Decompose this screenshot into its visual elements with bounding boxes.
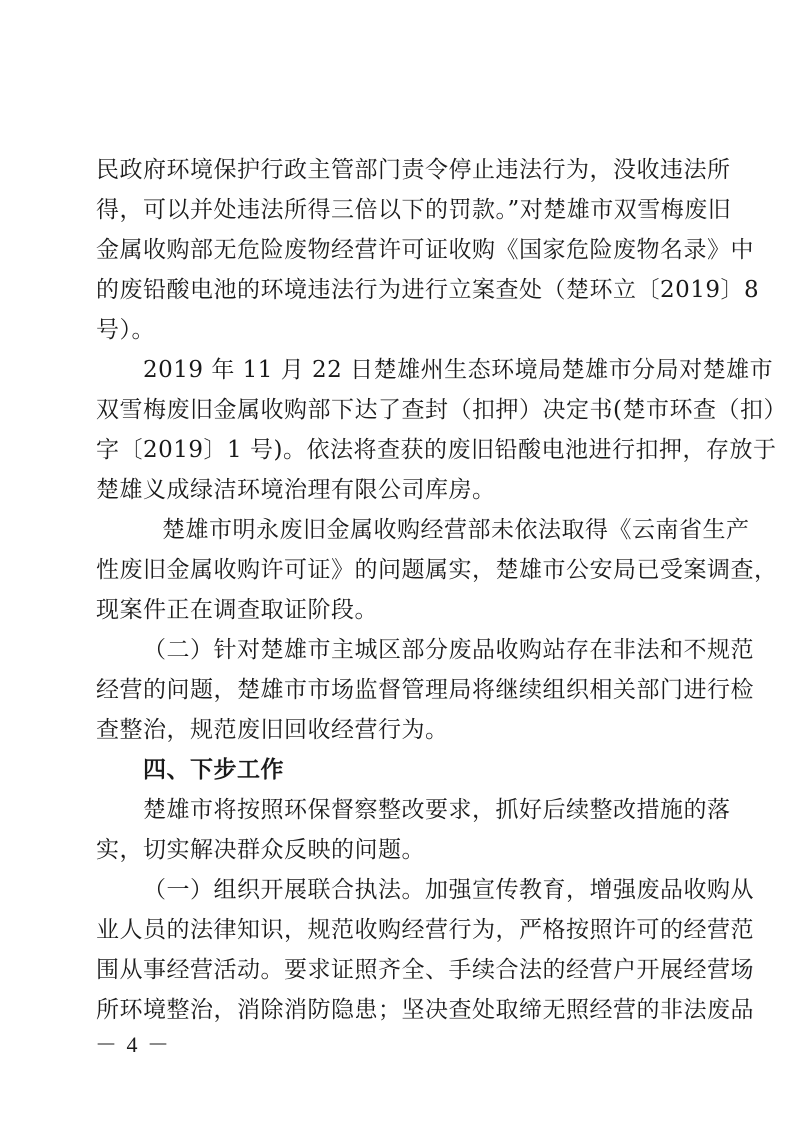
text-line: 双雪梅废旧金属收购部下达了查封（扣押）决定书(楚市环查（扣） [96,397,787,423]
text-line: 楚雄市将按照环保督察整改要求，抓好后续整改措施的落 [143,797,731,823]
text-line: 查整治，规范废旧回收经营行为。 [96,717,449,743]
text-line: 的废铅酸电池的环境违法行为进行立案查处（楚环立〔2019〕8 [96,277,760,303]
text-line: （二）针对楚雄市主城区部分废品收购站存在非法和不规范 [143,637,754,663]
text-line: 楚雄义成绿洁环境治理有限公司库房。 [96,477,496,503]
text-line: 经营的问题，楚雄市市场监督管理局将继续组织相关部门进行检 [96,677,754,703]
text-line: 2019 年 11 月 22 日楚雄州生态环境局楚雄市分局对楚雄市 [143,357,774,383]
text-line: 号）。 [96,317,155,343]
text-line: 性废旧金属收购许可证》的问题属实，楚雄市公安局已受案调查， [96,557,778,583]
section-heading: 四、下步工作 [143,757,284,783]
text-line: 围从事经营活动。要求证照齐全、手续合法的经营户开展经营场 [96,957,754,983]
text-line: 字〔2019〕1 号)。依法将查获的废旧铅酸电池进行扣押，存放于 [96,437,777,463]
text-line: 实，切实解决群众反映的问题。 [96,837,425,863]
text-line: 民政府环境保护行政主管部门责令停止违法行为，没收违法所 [96,157,731,183]
text-line: 得，可以并处违法所得三倍以下的罚款。”对楚雄市双雪梅废旧 [96,197,732,223]
text-line: 楚雄市明永废旧金属收购经营部未依法取得《云南省生产 [162,517,750,543]
text-line: 业人员的法律知识，规范收购经营行为，严格按照许可的经营范 [96,917,754,943]
text-line: 现案件正在调查取证阶段。 [96,597,378,623]
text-line: 所环境整治，消除消防隐患；坚决查处取缔无照经营的非法废品 [96,997,754,1023]
page-number: － 4 － [95,1032,172,1057]
text-line: 金属收购部无危险废物经营许可证收购《国家危险废物名录》中 [96,237,754,263]
text-line: （一）组织开展联合执法。加强宣传教育，增强废品收购从 [143,877,754,903]
